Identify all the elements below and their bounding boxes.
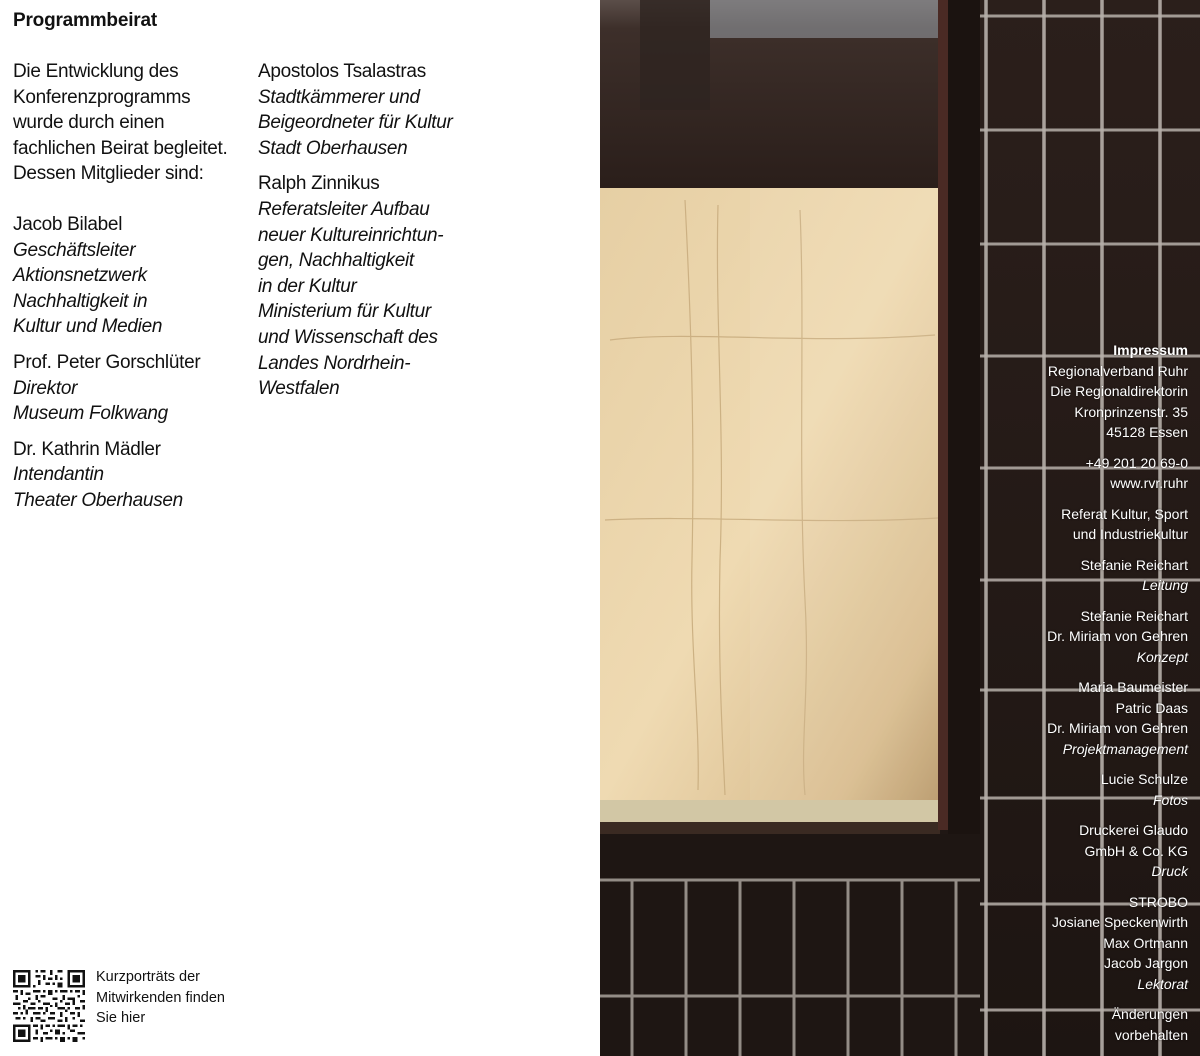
credit-names: STROBO Josiane Speckenwirth Max Ortmann Jacob Jargon [1051,893,1188,971]
credit-entry [888,769,1188,810]
member-name: Apostolos Tsalastras [258,61,426,82]
member-role: Direktor Museum Folkwang [13,377,168,425]
member-role: Referatsleiter Aufbau neuer Kultureinrichtun- gen, Nachhaltigkeit in der Kultur Ministerium für Kultur und Wissenschaft des Landes Nordrhein- Westfalen [258,198,444,400]
member-name: Dr. Kathrin Mädler [13,438,161,460]
credit-entry [888,892,1188,995]
member-entry [13,350,238,427]
credit-names: Druckerei Glaudo GmbH & Co. KG [1079,822,1188,859]
credit-names: Lucie Schulze [1100,771,1188,787]
column-right [258,59,498,412]
member-entry [258,59,498,161]
member-role: Stadtkämmerer und Beigeordneter für Kultur Stadt Oberhausen [258,86,453,159]
qr-code-icon[interactable] [13,970,85,1042]
credit-entry [888,606,1188,668]
credit-entry [888,555,1188,596]
impressum-department: Referat Kultur, Sport und Industriekultur [1061,505,1188,542]
credit-names: Stefanie Reichart Dr. Miriam von Gehren [1047,607,1188,644]
member-entry [258,171,498,401]
intro-text: Die Entwicklung des Konferenzprogramms wurde durch einen fachlichen Beirat begleitet. Dessen Mitglieder sind: [13,61,228,185]
credit-role: Projektmanagement [1062,740,1188,757]
credit-entry [888,677,1188,759]
column-left [13,59,238,524]
impressum [888,340,1188,1055]
credit-names: Maria Baumeister Patric Daas Dr. Miriam von Gehren [1047,679,1188,736]
member-name: Prof. Peter Gorschlüter [13,351,201,373]
member-name: Ralph Zinnikus [258,173,380,195]
credit-names: Stefanie Reichart [1080,556,1188,573]
impressum-note: Änderungen vorbehalten [1111,1006,1188,1043]
page-title: Programmbeirat [13,10,157,31]
credit-role: Fotos [1152,791,1188,808]
photo-facade [600,0,1200,1056]
credit-role: Druck [1151,863,1188,879]
member-name: Jacob Bilabel [13,213,123,235]
impressum-address-block [888,340,1188,443]
impressum-contact[interactable]: +49 201 20 69-0 www.rvr.ruhr [1085,454,1188,491]
impressum-title: Impressum [1113,342,1188,358]
impressum-address: Regionalverband Ruhr Die Regionaldirektorin Kronprinzenstr. 35 45128 Essen [1047,362,1188,440]
qr-caption: Kurzporträts der Mitwirkenden finden Sie hier [96,969,225,1026]
member-entry [13,212,238,340]
credit-role: Konzept [1136,648,1188,665]
member-role: Intendantin Theater Oberhausen [13,464,183,511]
credit-role: Lektorat [1137,975,1188,992]
member-role: Geschäftsleiter Aktionsnetzwerk Nachhaltigkeit in Kultur und Medien [13,239,163,338]
member-entry [13,437,238,514]
credit-entry [888,820,1188,882]
credit-role: Leitung [1142,577,1188,593]
